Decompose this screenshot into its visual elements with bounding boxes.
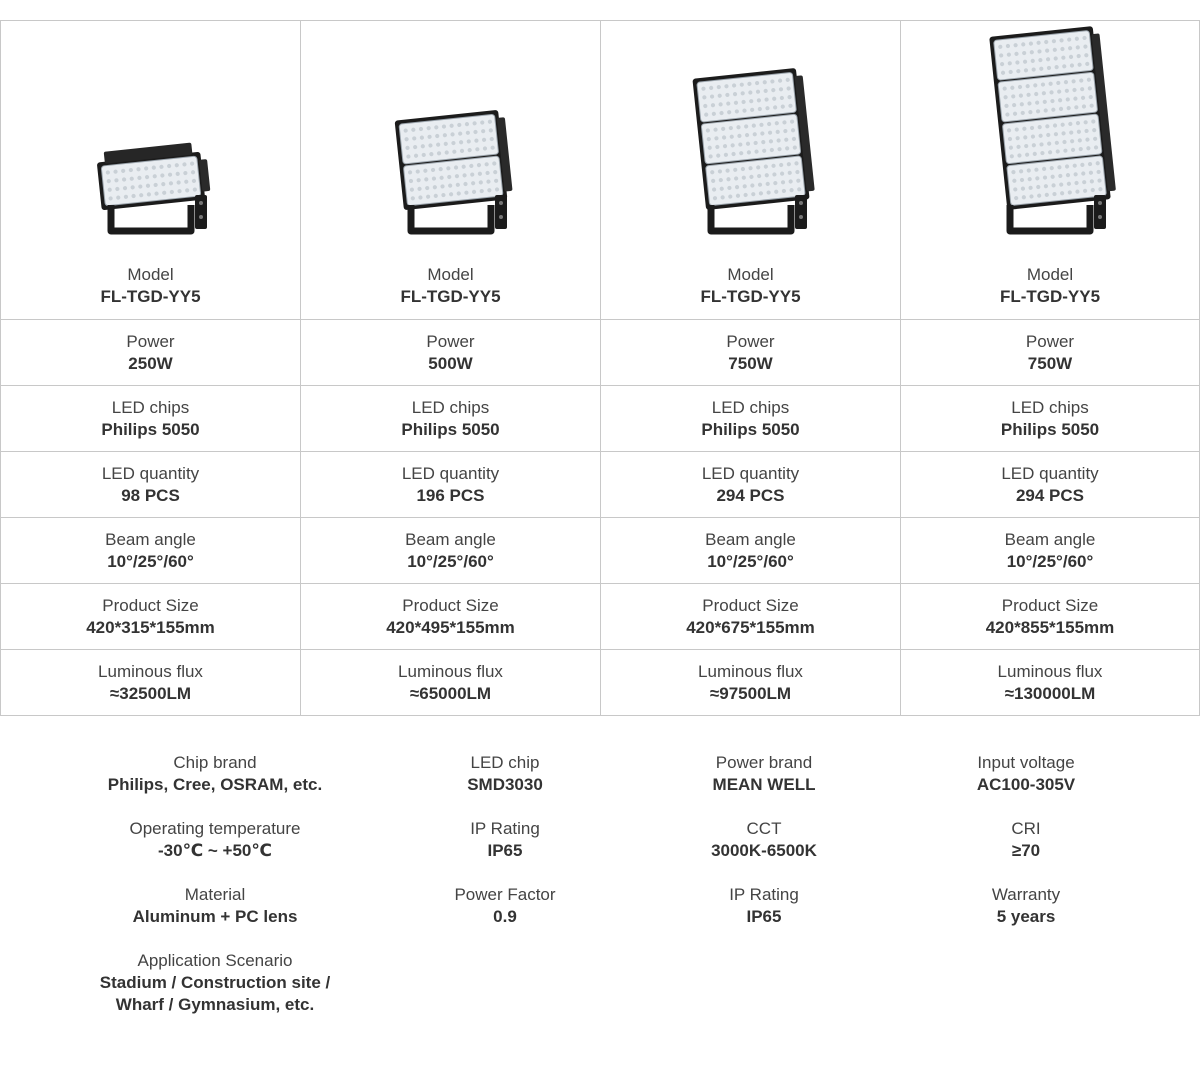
common-spec-label: IP Rating: [470, 819, 540, 838]
spec-cell: [600, 253, 900, 319]
common-spec-label: Input voltage: [977, 753, 1075, 772]
spec-row: [0, 319, 1200, 385]
common-spec-value: Aluminum + PC lens: [132, 907, 298, 926]
spec-label: Luminous flux: [997, 661, 1103, 681]
product-image-cell: [300, 21, 600, 253]
spec-label: LED quantity: [101, 463, 200, 483]
spec-row: [0, 253, 1200, 319]
floodlight-3-module-icon: [601, 21, 901, 253]
spec-cell: [300, 386, 600, 451]
spec-cell: [600, 320, 900, 385]
common-spec-column: [614, 752, 914, 950]
common-spec-label: Chip brand: [173, 753, 257, 772]
common-spec-label: Application Scenario: [137, 951, 293, 970]
spec-value: 10°/25°/60°: [107, 551, 194, 571]
common-spec-value: Stadium / Construction site /: [99, 973, 331, 992]
common-spec-value-line2: Wharf / Gymnasium, etc.: [115, 995, 315, 1014]
spec-cell: [300, 253, 600, 319]
spec-cell: [0, 650, 300, 715]
spec-label: LED chips: [411, 397, 490, 417]
common-spec-item: [65, 884, 365, 950]
common-spec-label: Warranty: [991, 885, 1061, 904]
spec-cell: [600, 386, 900, 451]
common-spec-item: [65, 950, 365, 1016]
spec-cell: [900, 650, 1200, 715]
spec-value: 196 PCS: [416, 485, 485, 505]
spec-label: LED chips: [1011, 397, 1089, 417]
floodlight-2-module-icon: [301, 21, 601, 253]
spec-value: ≈97500LM: [709, 683, 792, 703]
spec-value: Philips 5050: [1000, 419, 1100, 439]
spec-row: [0, 517, 1200, 583]
spec-label: Luminous flux: [398, 661, 503, 681]
spec-value: 750W: [728, 353, 773, 373]
spec-label: Beam angle: [1004, 529, 1096, 549]
spec-value: 250W: [128, 353, 173, 373]
spec-value: FL-TGD-YY5: [400, 287, 501, 306]
spec-row: [0, 649, 1200, 715]
product-image-row: [0, 21, 1200, 253]
spec-label: Luminous flux: [98, 661, 203, 681]
spec-row: [0, 385, 1200, 451]
common-spec-label: Material: [184, 885, 246, 904]
floodlight-1-module-icon: [1, 21, 301, 253]
spec-cell: [300, 650, 600, 715]
common-spec-item: [355, 752, 655, 818]
spec-value: 500W: [428, 353, 473, 373]
spec-cell: [300, 584, 600, 649]
spec-value: FL-TGD-YY5: [700, 287, 801, 306]
spec-value: Philips 5050: [701, 419, 800, 439]
spec-value: FL-TGD-YY5: [100, 287, 201, 306]
common-spec-value: MEAN WELL: [712, 775, 816, 794]
spec-value: 420*855*155mm: [985, 617, 1115, 637]
spec-label: Power: [1025, 331, 1075, 351]
spec-cell: [600, 584, 900, 649]
common-spec-item: [876, 818, 1176, 884]
spec-row: [0, 451, 1200, 517]
product-image-cell: [900, 21, 1200, 253]
common-spec-label: Power brand: [715, 753, 813, 772]
common-spec-label: Power Factor: [454, 885, 556, 904]
common-spec-item: [876, 884, 1176, 950]
common-spec-value: AC100-305V: [976, 775, 1076, 794]
spec-cell: [0, 584, 300, 649]
spec-row: [0, 583, 1200, 649]
spec-value: Philips 5050: [101, 419, 200, 439]
common-spec-value: IP65: [487, 841, 523, 860]
spec-cell: [900, 518, 1200, 583]
common-spec-item: [614, 752, 914, 818]
common-specs: [0, 752, 1200, 1042]
spec-value: FL-TGD-YY5: [999, 287, 1101, 306]
spec-label: Model: [1026, 265, 1074, 284]
spec-table: [0, 20, 1200, 716]
common-spec-column: [355, 752, 655, 950]
spec-label: Product Size: [702, 595, 799, 615]
spec-value: ≈65000LM: [409, 683, 492, 703]
spec-label: Model: [727, 265, 774, 284]
spec-label: LED quantity: [1001, 463, 1099, 483]
spec-cell: [300, 452, 600, 517]
product-image-cell: [600, 21, 900, 253]
spec-value: 420*495*155mm: [386, 617, 515, 637]
common-spec-item: [65, 818, 365, 884]
spec-label: Model: [127, 265, 174, 284]
common-spec-value: 3000K-6500K: [711, 841, 817, 860]
spec-cell: [600, 650, 900, 715]
spec-value: 420*315*155mm: [86, 617, 215, 637]
spec-value: Philips 5050: [401, 419, 500, 439]
common-spec-value: 5 years: [996, 907, 1056, 926]
spec-label: Power: [726, 331, 775, 351]
spec-label: Product Size: [402, 595, 499, 615]
spec-label: Product Size: [1001, 595, 1099, 615]
common-spec-value: ≥70: [1011, 841, 1041, 860]
spec-label: LED chips: [711, 397, 790, 417]
spec-value: 294 PCS: [716, 485, 785, 505]
common-spec-column: [876, 752, 1176, 950]
common-spec-item: [614, 884, 914, 950]
common-spec-value: Philips, Cree, OSRAM, etc.: [107, 775, 323, 794]
common-spec-label: Operating temperature: [129, 819, 301, 838]
common-spec-value: IP65: [746, 907, 782, 926]
spec-value: 10°/25°/60°: [1006, 551, 1094, 571]
spec-cell: [0, 518, 300, 583]
spec-label: Power: [426, 331, 475, 351]
spec-cell: [0, 253, 300, 319]
common-spec-value: 0.9: [493, 907, 517, 926]
common-spec-column: [65, 752, 365, 1016]
common-spec-label: CCT: [746, 819, 782, 838]
spec-label: LED quantity: [401, 463, 500, 483]
spec-cell: [0, 386, 300, 451]
common-spec-item: [65, 752, 365, 818]
spec-value: ≈130000LM: [1004, 683, 1096, 703]
spec-value: 10°/25°/60°: [707, 551, 794, 571]
common-spec-item: [355, 884, 655, 950]
spec-cell: [300, 518, 600, 583]
spec-cell: [0, 452, 300, 517]
common-spec-label: LED chip: [470, 753, 540, 772]
spec-cell: [900, 584, 1200, 649]
spec-cell: [900, 320, 1200, 385]
spec-label: Luminous flux: [698, 661, 803, 681]
spec-cell: [0, 320, 300, 385]
spec-label: Power: [126, 331, 175, 351]
spec-cell: [900, 452, 1200, 517]
common-spec-label: IP Rating: [729, 885, 799, 904]
common-spec-value: -30℃ ~ +50℃: [158, 841, 272, 860]
spec-cell: [900, 386, 1200, 451]
spec-label: Product Size: [102, 595, 199, 615]
spec-value: 750W: [1027, 353, 1073, 373]
spec-label: Beam angle: [705, 529, 796, 549]
spec-value: 10°/25°/60°: [407, 551, 494, 571]
common-spec-item: [876, 752, 1176, 818]
spec-label: LED chips: [111, 397, 190, 417]
spec-value: 98 PCS: [121, 485, 180, 505]
spec-label: Beam angle: [405, 529, 496, 549]
common-spec-label: CRI: [1011, 819, 1041, 838]
floodlight-4-module-icon: [900, 21, 1200, 253]
spec-label: LED quantity: [701, 463, 800, 483]
spec-value: ≈32500LM: [109, 683, 192, 703]
spec-cell: [600, 452, 900, 517]
common-spec-value: SMD3030: [467, 775, 543, 794]
common-spec-item: [355, 818, 655, 884]
spec-cell: [900, 253, 1200, 319]
spec-label: Beam angle: [105, 529, 196, 549]
product-image-cell: [0, 21, 300, 253]
spec-cell: [300, 320, 600, 385]
spec-label: Model: [427, 265, 474, 284]
spec-cell: [600, 518, 900, 583]
spec-value: 420*675*155mm: [686, 617, 815, 637]
common-spec-item: [614, 818, 914, 884]
spec-value: 294 PCS: [1015, 485, 1085, 505]
